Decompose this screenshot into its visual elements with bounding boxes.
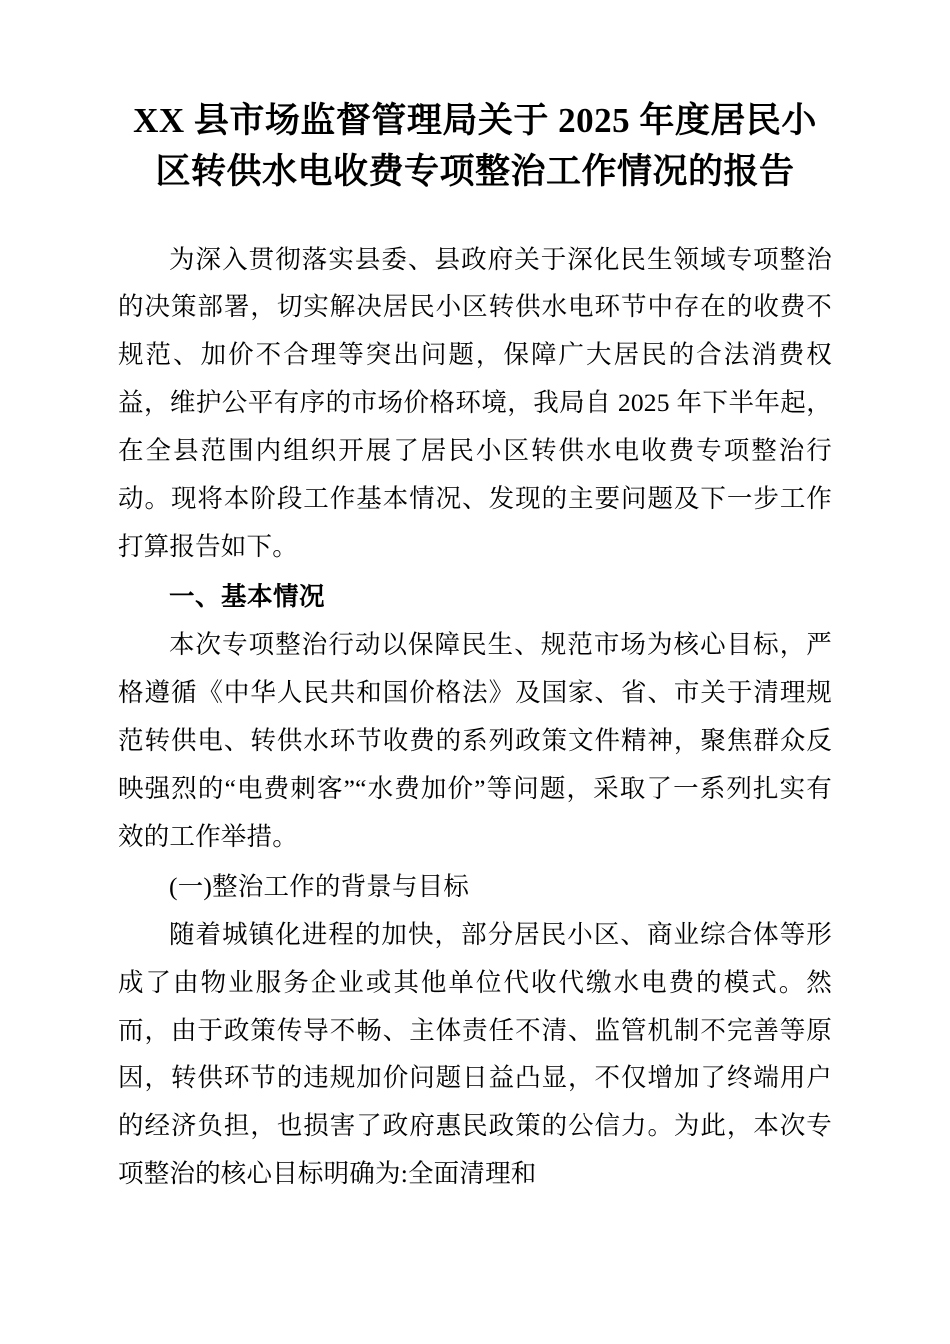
subsection-heading-1-1: (一)整治工作的背景与目标 <box>169 871 470 901</box>
page-title: XX 县市场监督管理局关于 2025 年度居民小区转供水电收费专项整治工作情况的报告 <box>133 101 817 191</box>
paragraph-intro: 为深入贯彻落实县委、县政府关于深化民生领域专项整治的决策部署，切实解决居民小区转供水电环节中存在的收费不规范、加价不合理等突出问题，保障广大居民的合法消费权益，维护公平有序的市场价格环境，我局自 2025 年下半年起，在全县范围内组织开展了居民小区转供水电收费专项整治行动。现将本阶段工作基本情况、发现的主要问题及下一步工作打算报告如下。 <box>118 244 832 562</box>
paragraph-subsection1-body: 随着城镇化进程的加快，部分居民小区、商业综合体等形成了由物业服务企业或其他单位代收代缴水电费的模式。然而，由于政策传导不畅、主体责任不清、监管机制不完善等原因，转供环节的违规加价问题日益凸显，不仅增加了终端用户的经济负担，也损害了政府惠民政策的公信力。为此，本次专项整治的核心目标明确为:全面清理和 <box>118 919 832 1189</box>
section-heading-1: 一、基本情况 <box>169 582 326 612</box>
paragraph-section1-body: 本次专项整治行动以保障民生、规范市场为核心目标，严格遵循《中华人民共和国价格法》及国家、省、市关于清理规范转供电、转供水环节收费的系列政策文件精神，聚焦群众反映强烈的“电费刺客”“水费加价”等问题，采取了一系列扎实有效的工作举措。 <box>118 630 832 851</box>
document-body <box>118 236 832 1199</box>
